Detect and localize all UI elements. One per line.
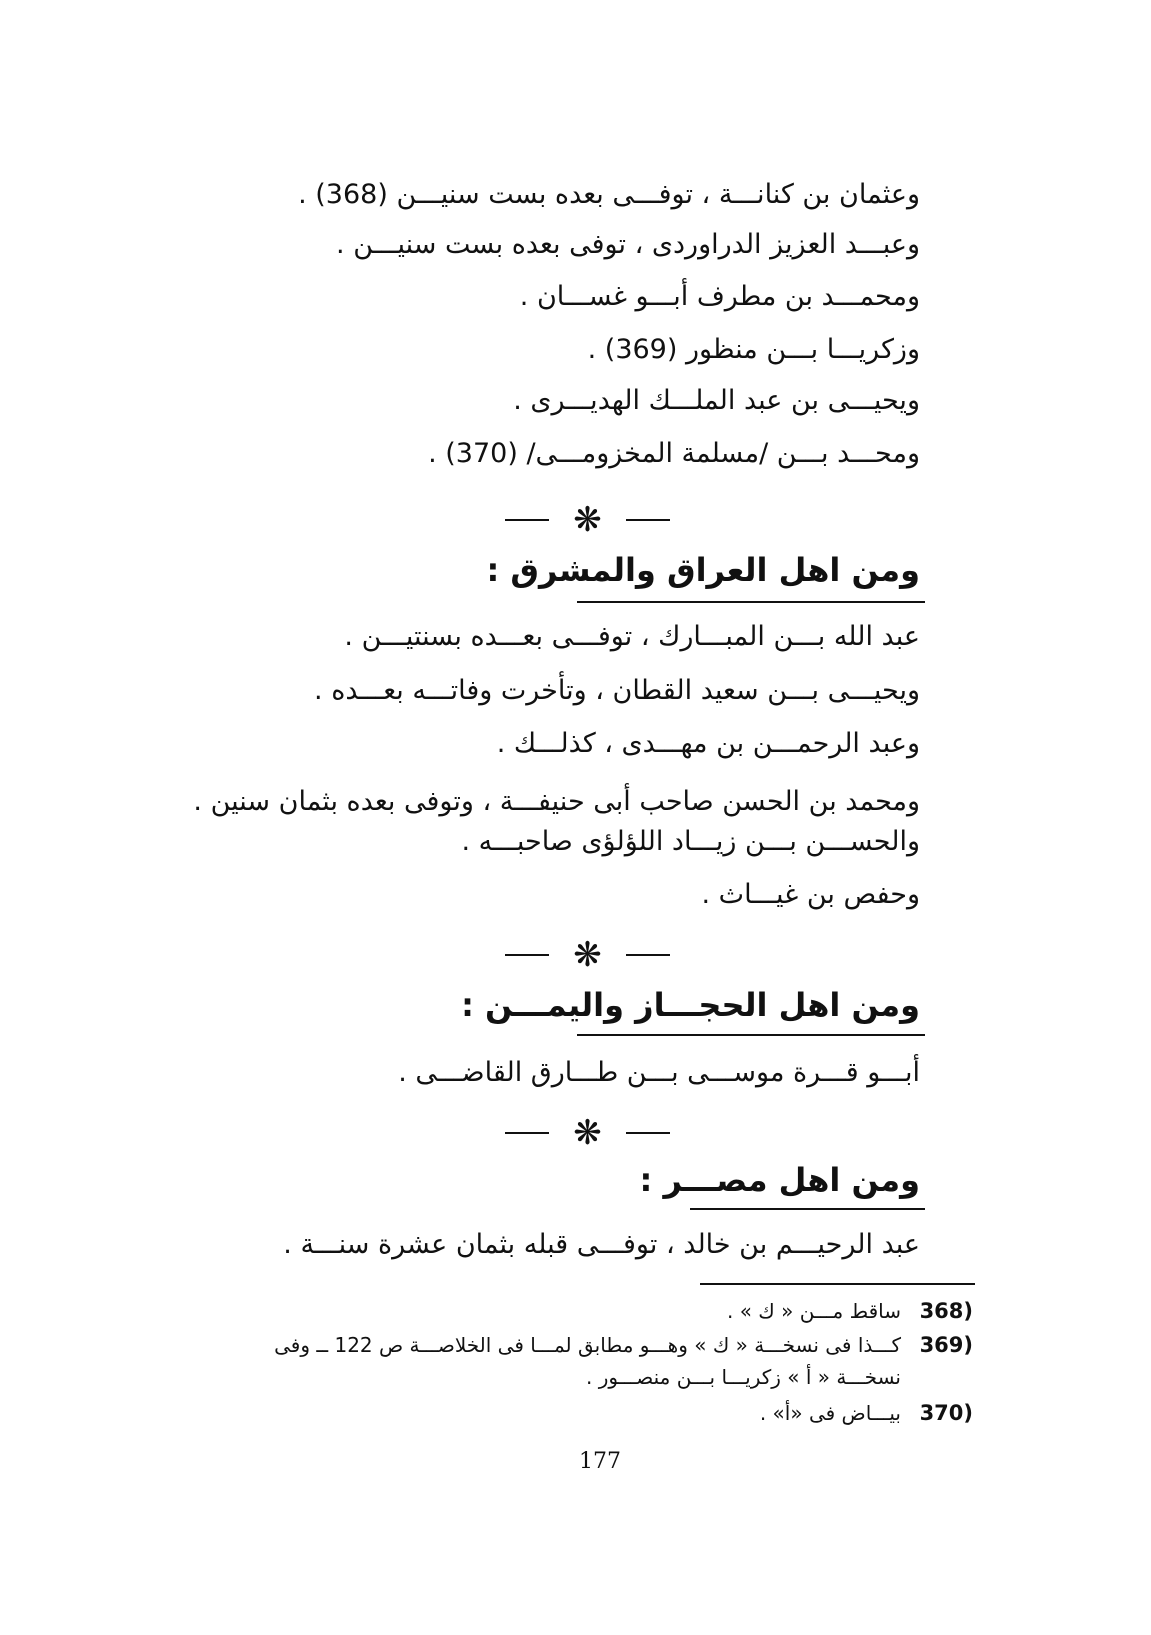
- separator-dash: [505, 1132, 549, 1134]
- heading-underline: [690, 1208, 925, 1210]
- footnote-number: 370): [919, 1401, 973, 1425]
- section-separator: [505, 935, 670, 975]
- text-line: ومحـــد بـــن /مسلمة المخزومـــى/ (370) .: [428, 438, 920, 469]
- section-heading-egypt: ومن اهل مصـــر :: [639, 1161, 920, 1199]
- text-line: وعبد الرحمـــن بن مهـــدى ، كذلـــك .: [496, 728, 920, 759]
- heading-underline: [577, 601, 925, 603]
- text-line: عبد الله بـــن المبـــارك ، توفـــى بعـــده بسنتيـــن .: [344, 621, 920, 652]
- footnote-number: 369): [919, 1333, 973, 1357]
- asterisk-icon: ❋: [573, 935, 602, 975]
- separator-dash: [626, 519, 670, 521]
- section-heading-hijaz: ومن اهل الحجـــاز واليمـــن :: [461, 986, 920, 1024]
- text-line: ومحمد بن الحسن صاحب أبى حنيفـــة ، وتوفى بعده بثمان سنين .: [193, 786, 920, 817]
- section-separator: [505, 1113, 670, 1153]
- text-line: عبد الرحيـــم بن خالد ، توفـــى قبله بثمان عشرة سنـــة .: [283, 1229, 920, 1260]
- text-line: وحفص بن غيـــاث .: [701, 879, 920, 910]
- text-line: ومحمـــد بن مطرف أبـــو غســـان .: [519, 281, 920, 312]
- text-line: وعبـــد العزيز الدراوردى ، توفى بعده بست سنيـــن .: [336, 229, 920, 260]
- separator-dash: [505, 519, 549, 521]
- asterisk-icon: ❋: [573, 1113, 602, 1153]
- section-separator: [505, 500, 670, 540]
- asterisk-icon: ❋: [573, 500, 602, 540]
- footnote-text: كـــذا فى نسخـــة « ك » وهـــو مطابق لمـــا فى الخلاصـــة ص 122 ــ وفى: [274, 1333, 901, 1357]
- footnote-number: 368): [919, 1299, 973, 1323]
- text-line: ويحيـــى بـــن سعيد القطان ، وتأخرت وفاتـــه بعـــده .: [314, 675, 920, 706]
- footnote-text: بيـــاض فى «أ» .: [759, 1401, 901, 1425]
- text-line: وزكريـــا بـــن منظور (369) .: [587, 334, 920, 365]
- separator-dash: [626, 954, 670, 956]
- page-number: 177: [579, 1449, 621, 1474]
- footnote-text: ساقط مـــن « ك » .: [726, 1299, 901, 1323]
- text-line: والحســـن بـــن زيـــاد اللؤلؤى صاحبـــه .: [461, 826, 920, 857]
- section-heading-iraq: ومن اهل العراق والمشرق :: [486, 551, 920, 589]
- heading-underline: [577, 1034, 925, 1036]
- separator-dash: [626, 1132, 670, 1134]
- footnote-divider: [700, 1283, 975, 1285]
- text-line: ويحيـــى بن عبد الملـــك الهديـــرى .: [513, 385, 920, 416]
- text-line: وعثمان بن كنانـــة ، توفـــى بعده بست سنيـــن (368) .: [298, 179, 920, 210]
- footnote-continuation: نسخـــة « أ » زكريـــا بـــن منصـــور .: [586, 1365, 901, 1389]
- text-line: أبـــو قـــرة موســـى بـــن طـــارق القاضـــى .: [398, 1057, 920, 1088]
- separator-dash: [505, 954, 549, 956]
